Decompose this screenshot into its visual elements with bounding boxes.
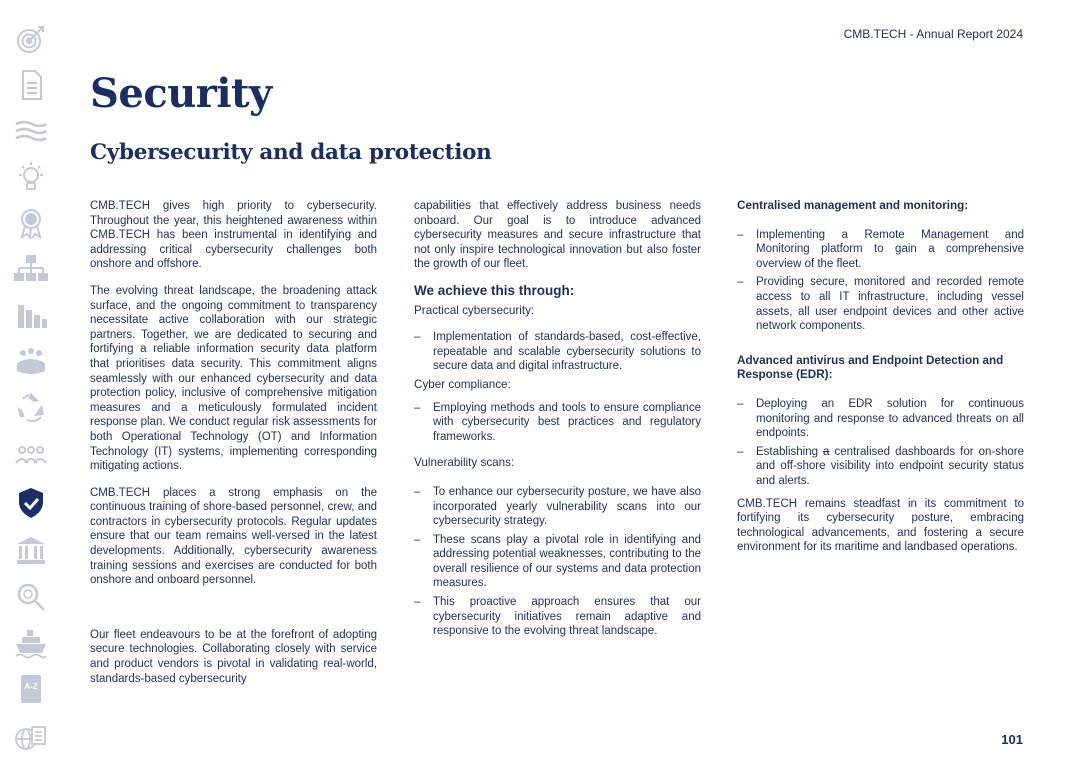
people-icon[interactable] bbox=[12, 436, 50, 470]
sidebar-nav bbox=[0, 0, 62, 774]
glossary-icon[interactable] bbox=[12, 672, 50, 706]
compliance-list bbox=[414, 401, 701, 445]
practical-list bbox=[414, 330, 701, 374]
page-title: Security bbox=[90, 70, 272, 117]
achieve-heading: We achieve this through: bbox=[414, 282, 575, 298]
compliance-heading: Cyber compliance: bbox=[414, 377, 511, 391]
column-3 bbox=[737, 199, 1024, 567]
practical-heading: Practical cybersecurity: bbox=[414, 303, 535, 317]
list-item-text: Establishing bbox=[756, 445, 824, 458]
edr-heading: Advanced antivirus and Endpoint Detection and Response (EDR): bbox=[737, 353, 1004, 382]
magnifier-icon[interactable] bbox=[12, 580, 50, 614]
document-icon[interactable] bbox=[12, 68, 50, 102]
list-item: – Employing methods and tools to ensure compliance with cybersecurity best practices and regulatory frameworks. bbox=[414, 401, 701, 445]
waves-icon[interactable] bbox=[12, 114, 50, 148]
community-icon[interactable] bbox=[12, 344, 50, 378]
paragraph: The evolving threat landscape, the broadening attack surface, and the ongoing commitment to transparency necessitate active collaboration with our strategic partners. Together, we are dedicated to securing and fortifying a reliable information security data platform that prioritises data security. This commitment aligns seamlessly with our enhanced cybersecurity and data protection policy, inclusive of comprehensive mitigation measures and a meticulously formulated incident response plan. We conduct regular risk assessments for both Operational Technology (OT) and Information Technology (IT) systems, implementing corresponding mitigating actions. bbox=[90, 284, 377, 473]
management-list bbox=[737, 228, 1024, 334]
list-item: – Implementation of standards-based, cost-effective, repeatable and scalable cybersecurity solutions to secure data and digital infrastructure. bbox=[414, 330, 701, 374]
page-subtitle: Cybersecurity and data protection bbox=[90, 140, 492, 165]
paragraph: CMB.TECH remains steadfast in its commitment to fortifying its cybersecurity posture, embracing technological advancements, and fostering a secure environment for its maritime and landbased operations. bbox=[737, 497, 1024, 554]
column-1 bbox=[90, 199, 377, 698]
vulnerability-heading: Vulnerability scans: bbox=[414, 456, 515, 470]
list-item: – Providing secure, monitored and recorded remote access to all IT infrastructure, including vessel assets, all user endpoint devices and other active network components. bbox=[737, 275, 1024, 333]
report-header: CMB.TECH - Annual Report 2024 bbox=[843, 27, 1023, 41]
page-number: 101 bbox=[1001, 732, 1023, 747]
recycle-icon[interactable] bbox=[12, 390, 50, 424]
edr-list bbox=[737, 397, 1024, 489]
paragraph: CMB.TECH places a strong emphasis on the continuous training of shore-based personnel, crew, and contractors in cybersecurity protocols. Regular updates ensure that our team remains well-versed in the latest developments. Additionally, cybersecurity awareness training sessions and exercises are conducted for both onshore and onboard personnel. bbox=[90, 486, 377, 587]
paragraph: Our fleet endeavours to be at the forefront of adopting secure technologies. Collaborating closely with service and product vendors is pivotal in validating real-world, standards-based cybersecurity bbox=[90, 628, 377, 685]
globe-document-icon[interactable] bbox=[12, 720, 50, 754]
shield-check-icon[interactable] bbox=[12, 486, 50, 520]
ship-icon[interactable] bbox=[12, 626, 50, 660]
target-icon[interactable] bbox=[12, 22, 50, 56]
org-chart-icon[interactable] bbox=[12, 252, 50, 286]
struck-word: a bbox=[823, 445, 830, 458]
glossary-icon-label: A-Z bbox=[24, 682, 38, 691]
list-item: – Deploying an EDR solution for continuous monitoring and response to advanced threats on all endpoints. bbox=[737, 397, 1024, 441]
list-item: – To enhance our cybersecurity posture, we have also incorporated yearly vulnerability scans into our cybersecurity strategy. bbox=[414, 485, 701, 529]
list-item: – This proactive approach ensures that our cybersecurity initiatives remain adaptive and responsive to the evolving threat landscape. bbox=[414, 595, 701, 639]
vulnerability-list bbox=[414, 485, 701, 639]
lightbulb-icon[interactable] bbox=[12, 160, 50, 194]
paragraph: CMB.TECH gives high priority to cybersecurity. Throughout the year, this heightened awareness within CMB.TECH has been instrumental in identifying and addressing critical cybersecurity challenges both onshore and offshore. bbox=[90, 200, 377, 271]
paragraph: capabilities that effectively address business needs onboard. Our goal is to introduce advanced cybersecurity measures and secure infrastructure that not only inspire technological innovation but also foster the growth of our fleet. bbox=[414, 200, 701, 271]
list-item: – These scans play a pivotal role in identifying and addressing potential weaknesses, contributing to the overall resilience of our systems and data protection measures. bbox=[414, 533, 701, 591]
list-item: – Implementing a Remote Management and Monitoring platform to gain a comprehensive overview of the fleet. bbox=[737, 228, 1024, 272]
award-icon[interactable] bbox=[12, 206, 50, 240]
list-item bbox=[737, 445, 1024, 489]
list-item-text: centralised dashboards for on-shore and off-shore visibility into endpoint security status and alerts. bbox=[756, 445, 1024, 487]
management-heading: Centralised management and monitoring: bbox=[737, 199, 969, 212]
column-2 bbox=[414, 199, 701, 643]
bar-chart-icon[interactable] bbox=[12, 298, 50, 332]
bank-icon[interactable] bbox=[12, 534, 50, 568]
